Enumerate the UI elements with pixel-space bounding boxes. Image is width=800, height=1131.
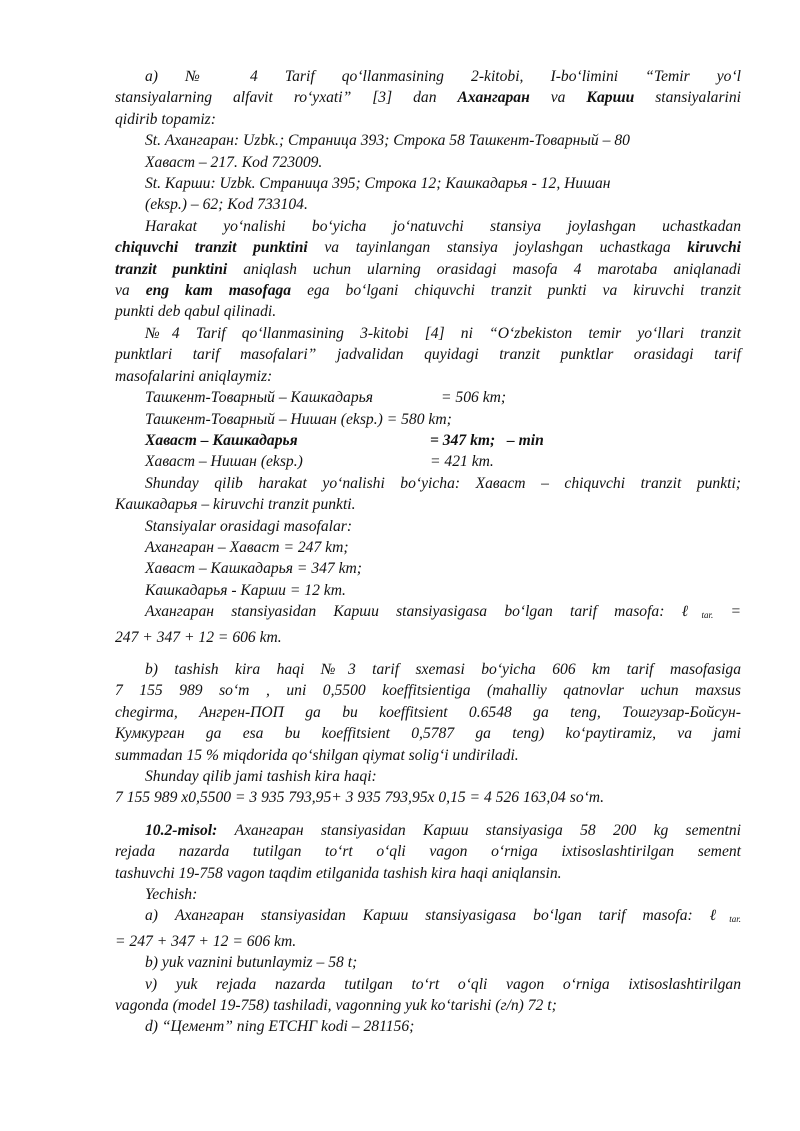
paragraph-line [115, 995, 741, 1016]
document-page [115, 66, 741, 1038]
paragraph-line [115, 473, 741, 494]
bold-term: tranzit punktini [115, 260, 228, 278]
paragraph-line [115, 745, 741, 766]
text-line: d) “Цемент” ning ЕТСНГ kodi – 281156; [145, 1018, 415, 1036]
paragraph-line [115, 537, 741, 558]
paragraph-line [115, 237, 741, 258]
bold-term: kiruvchi [687, 239, 741, 257]
paragraph-line [115, 494, 741, 515]
paragraph-line [115, 952, 741, 973]
calculation-line [115, 787, 741, 808]
route-name: Ташкент-Товарный – Кашкадарья [145, 389, 373, 407]
paragraph-line [115, 280, 741, 301]
bold-term: chiquvchi tranzit punktini [115, 239, 308, 257]
text-run: a) Ахангаран stansiyasidan Карши stansiyasigasa bo‘lgan tarif masofa: ℓ [145, 907, 730, 925]
paragraph-line [115, 173, 741, 194]
text-line: Shunday qilib harakat yo‘nalishi bo‘yicha: Хаваст – chiquvchi tranzit punkti; [145, 474, 741, 492]
text-line: 7 155 989 so‘m , uni 0,5500 koeffitsientiga (mahalliy qatnovlar uchun maxsus [115, 682, 741, 700]
text-line: 7 155 989 x0,5500 = 3 935 793,95+ 3 935 793,95x 0,15 = 4 526 163,04 so‘m. [115, 789, 604, 807]
min-marker: – min [506, 431, 544, 449]
text-line: St. Ахангаран: Uzbk.; Страница 393; Строка 58 Ташкент-Товарный – 80 [145, 132, 630, 150]
text-run: stansiyalarning alfavit ro‘yxati” [3] dan [115, 89, 458, 107]
text-run: va [529, 89, 587, 107]
paragraph-line [115, 259, 741, 280]
paragraph-line [115, 974, 741, 995]
paragraph-line [115, 766, 741, 787]
route-name: Хаваст – Нишан (eksp.) [145, 453, 303, 471]
text-line: Ахангаран – Хаваст = 247 km; [145, 538, 349, 556]
paragraph-line [115, 66, 741, 87]
text-line: punkti deb qabul qilinadi. [115, 303, 277, 321]
paragraph-line [115, 1016, 741, 1037]
paragraph-line [115, 627, 741, 648]
paragraph-line [115, 152, 741, 173]
paragraph-line [115, 723, 741, 744]
text-line: Кумкурган ga esa bu koeffitsient 0,5787 ga teng) ko‘paytiramiz, va jami [115, 725, 741, 743]
paragraph-line [115, 301, 741, 322]
text-line: punktlari tarif masofalari” jadvalidan quyidagi tranzit punktlar orasidagi tarif [115, 346, 741, 364]
paragraph-line [115, 931, 741, 952]
route-name: Хаваст – Кашкадарья [145, 431, 298, 449]
text-line: b) yuk vaznini butunlaymiz – 58 t; [145, 954, 358, 972]
paragraph-line [115, 680, 741, 701]
text-line: St. Карши: Uzbk. Страница 395; Строка 12; Кашкадарья - 12, Нишан [145, 175, 611, 193]
text-run: = [713, 603, 741, 621]
bold-station-name: Ахангаран [457, 89, 530, 107]
paragraph-line [115, 109, 741, 130]
paragraph-line [115, 87, 741, 108]
text-run: Ахангаран stansiyasidan Карши stansiyasigasa bo‘lgan tarif masofa: ℓ [145, 603, 702, 621]
distance-line [115, 387, 741, 408]
text-line: v) yuk rejada nazarda tutilgan to‘rt o‘qli vagon o‘rniga ixtisoslashtirilgan [145, 975, 741, 993]
text-run: stansiyalarini [634, 89, 742, 107]
text-line: 247 + 347 + 12 = 606 km. [115, 628, 282, 646]
text-line: Кашкадарья – kiruvchi tranzit punkti. [115, 496, 356, 514]
paragraph-line [115, 659, 741, 680]
text-line: rejada nazarda tutilgan to‘rt o‘qli vagon o‘rniga ixtisoslashtirilgan sement [115, 843, 741, 861]
text-line: Кашкадарья - Карши = 12 km. [145, 581, 346, 599]
paragraph-line [115, 905, 741, 930]
text-line: masofalarini aniqlaymiz: [115, 367, 273, 385]
route-distance: = 347 km; [430, 431, 496, 449]
paragraph-line [115, 323, 741, 344]
text-line: Хаваст – 217. Kod 723009. [145, 153, 323, 171]
paragraph-line [115, 130, 741, 151]
text-line: b) tashish kira haqi №3 tarif sxemasi bo‘yicha 606 km tarif masofasiga [145, 660, 741, 678]
text-line: = 247 + 347 + 12 = 606 km. [115, 932, 297, 950]
text-run: aniqlash uchun ularning orasidagi masofa 4 marotaba aniqlanadi [227, 260, 741, 278]
text-line: Stansiyalar orasidagi masofalar: [145, 517, 353, 535]
text-line: vagonda (model 19-758) tashiladi, vagonning yuk ko‘tarishi (г/п) 72 t; [115, 997, 557, 1015]
text-line: №4 Tarif qo‘llanmasining 3-kitobi [4] ni “O‘zbekiston temir yo‘llari tranzit [145, 324, 741, 342]
distance-line-min [115, 430, 741, 451]
text-line: Хаваст – Кашкадарья = 347 km; [145, 560, 362, 578]
route-distance: = 506 km; [441, 389, 507, 407]
text-line: summadan 15 % miqdorida qo‘shilgan qiymat solig‘i undiriladi. [115, 746, 519, 764]
text-run: Ахангаран stansiyasidan Карши stansiyasiga 58 200 kg sementni [217, 821, 741, 839]
paragraph-line [115, 884, 741, 905]
text-run: va tayinlangan stansiya joylashgan uchastkaga [307, 239, 688, 257]
paragraph-line [115, 841, 741, 862]
paragraph-line [115, 194, 741, 215]
paragraph-line [115, 601, 741, 626]
subscript: tar. [701, 610, 714, 621]
text-line: tashuvchi 19-758 vagon taqdim etilganida tashish kira haqi aniqlansin. [115, 864, 562, 882]
text-line: chegirma, Ангрен-ПОП ga bu koeffitsient 0.6548 ga teng, Тошгузар-Бойсун- [115, 703, 741, 721]
paragraph-line [115, 216, 741, 237]
paragraph-line [115, 820, 741, 841]
subscript: tar. [729, 914, 741, 925]
bold-term: eng kam masofaga [145, 282, 292, 300]
paragraph-line [115, 344, 741, 365]
text-run: va [115, 282, 146, 300]
text-run: ega bo‘lgani chiquvchi tranzit punkti va kiruvchi tranzit [291, 282, 742, 300]
distance-line [115, 451, 741, 472]
paragraph-line [115, 580, 741, 601]
text-line: Yechish: [145, 886, 198, 904]
text-line: a) № 4 Tarif qo‘llanmasining 2-kitobi, I-bo‘limini “Temir yo‘l [145, 68, 741, 85]
paragraph-line [115, 366, 741, 387]
text-line: Shunday qilib jami tashish kira haqi: [145, 768, 377, 785]
route-distance: = 421 km. [430, 453, 494, 471]
paragraph-line [115, 558, 741, 579]
paragraph-line [115, 702, 741, 723]
route-name: Ташкент-Товарный – Нишан (eksp.) = 580 km; [145, 410, 452, 428]
distance-line [115, 409, 741, 430]
text-line: qidirib topamiz: [115, 110, 216, 128]
text-line: Harakat yo‘nalishi bo‘yicha jo‘natuvchi stansiya joylashgan uchastkadan [145, 217, 741, 235]
paragraph-line [115, 863, 741, 884]
text-line: (eksp.) – 62; Kod 733104. [145, 196, 308, 214]
example-heading: 10.2-misol: [145, 821, 218, 839]
paragraph-line [115, 516, 741, 537]
bold-station-name: Карши [586, 89, 635, 107]
